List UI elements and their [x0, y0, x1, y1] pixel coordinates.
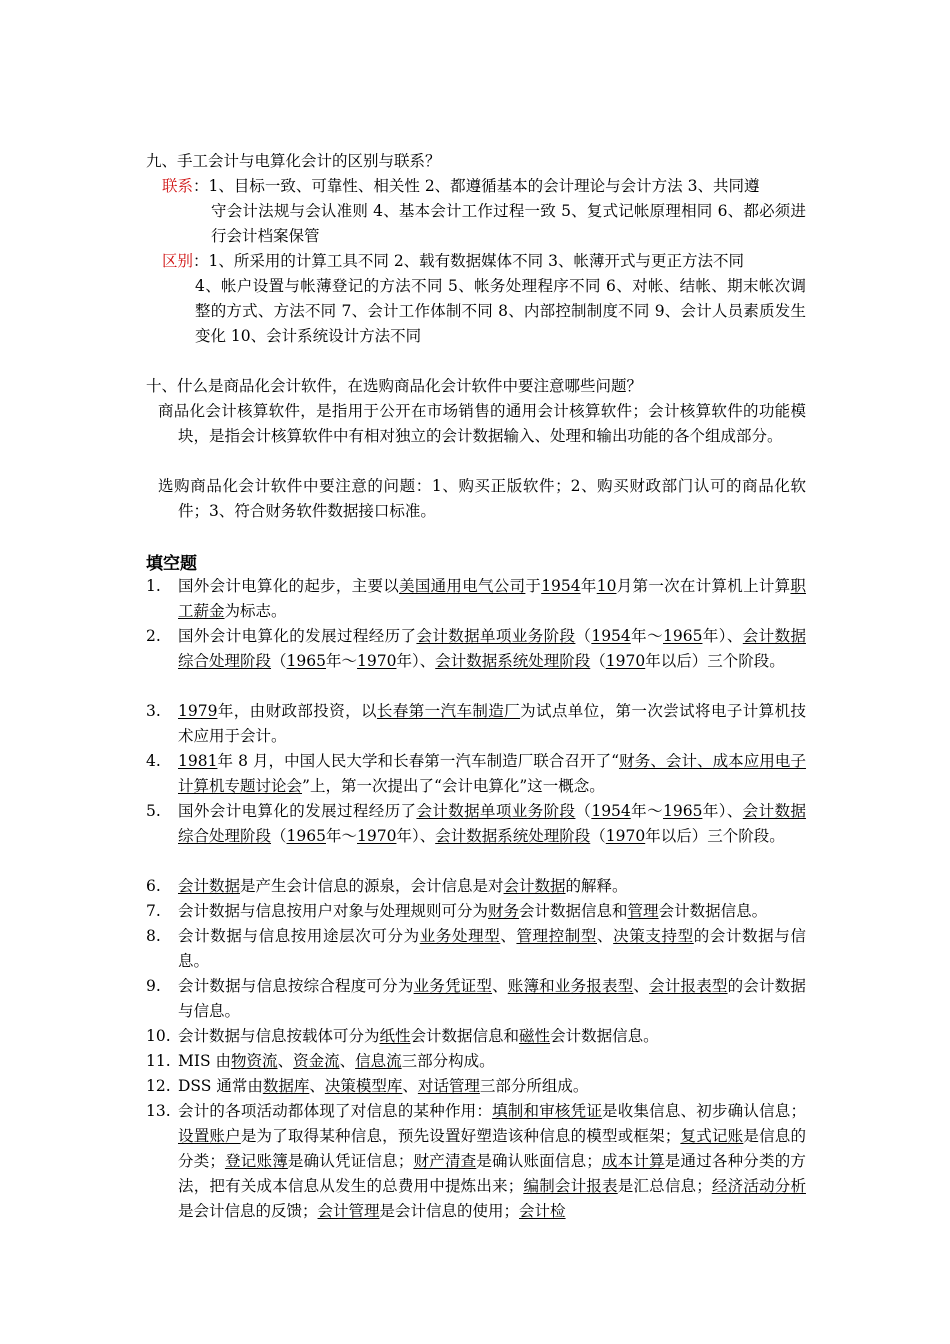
- fill-item-number: 3.: [146, 702, 161, 720]
- fill-item-text: [178, 874, 806, 899]
- item-text-segment: 是为了取得某种信息，预先设置好塑造该种信息的模型或框架；: [240, 1127, 681, 1145]
- item-text-segment: 国外会计电算化的起步，主要以: [178, 577, 400, 595]
- blank-answer: 设置账户: [178, 1127, 241, 1145]
- item-text-segment: 、: [597, 927, 614, 945]
- blank-answer: 会计数据综合处理阶段: [178, 627, 806, 670]
- blank-answer: 物资流: [231, 1052, 278, 1070]
- blank-answer: 业务凭证型: [413, 977, 493, 995]
- item-text-segment: 会计数据与信息按用户对象与处理规则可分为: [178, 902, 489, 920]
- item-text-segment: 会计数据信息和: [410, 1027, 520, 1045]
- item-text-segment: 会计数据与信息按用途层次可分为: [178, 927, 420, 945]
- blank-answer: 1970: [605, 827, 646, 845]
- item-text-segment: 年以后）三个阶段。: [645, 652, 785, 670]
- blank-answer: 管理控制型: [516, 927, 598, 945]
- q9-lianxi-text1: 1、目标一致、可靠性、相关性 2、都遵循基本的会计理论与会计方法 3、共同遵: [208, 177, 760, 195]
- item-text-segment: 年～: [325, 652, 357, 670]
- item-text-segment: 三部分构成。: [401, 1052, 495, 1070]
- item-text-segment: 的解释。: [565, 877, 628, 895]
- blank-answer: 1965: [286, 652, 326, 670]
- fill-item-text: [178, 974, 806, 1024]
- item-text-segment: 年）、: [396, 827, 436, 845]
- blank-answer: 会计数据单项业务阶段: [416, 627, 576, 645]
- item-text-segment: 月第一次在计算机上计算: [616, 577, 791, 595]
- blank-answer: 会计数据: [503, 877, 566, 895]
- blank-answer: 财产清查: [413, 1152, 477, 1170]
- blank-answer: 磁性: [519, 1027, 551, 1045]
- blank-answer: 管理: [627, 902, 659, 920]
- item-text-segment: 、: [492, 977, 508, 995]
- item-text-segment: 的会计数据与信息。: [178, 927, 806, 970]
- fill-item-number: 12.: [146, 1077, 171, 1095]
- item-text-segment: 、: [339, 1052, 356, 1070]
- blank-answer: 成本计算: [601, 1152, 665, 1170]
- fill-item-text: [178, 1049, 806, 1074]
- q9-qubie-text1: 1、所采用的计算工具不同 2、载有数据媒体不同 3、帐薄开式与更正方法不同: [208, 252, 744, 270]
- fill-item-number: 10.: [146, 1027, 171, 1045]
- q9-lianxi-line1: 联系：1、目标一致、可靠性、相关性 2、都遵循基本的会计理论与会计方法 3、共同遵: [162, 177, 760, 195]
- item-text-segment: 是会计信息的反馈；: [178, 1202, 318, 1220]
- item-text-segment: 会计数据信息和: [519, 902, 628, 920]
- blank-answer: 1970: [357, 827, 397, 845]
- item-text-segment: 是通过各种分类的方法，把有关成本信息从发生的总费用中提炼出来；: [178, 1152, 806, 1195]
- blank-answer: 信息流: [355, 1052, 402, 1070]
- blank-answer: 10: [596, 577, 617, 595]
- item-text-segment: （: [590, 652, 606, 670]
- blank-answer: 编制会计报表: [523, 1177, 618, 1195]
- blank-answer: 美国通用电气公司: [399, 577, 526, 595]
- fill-item-text: [178, 699, 806, 749]
- item-text-segment: 、: [277, 1052, 294, 1070]
- item-text-segment: 年）、: [702, 627, 743, 645]
- blank-answer: 长春第一汽车制造厂: [376, 702, 521, 720]
- q10-title: 十、什么是商品化会计软件，在选购商品化会计软件中要注意哪些问题？: [146, 377, 643, 395]
- blank-answer: 对话管理: [417, 1077, 480, 1095]
- fill-item-number: 1.: [146, 577, 161, 595]
- blank-answer: 会计报表型: [649, 977, 728, 995]
- item-text-segment: 于: [525, 577, 542, 595]
- item-text-segment: 年以后）三个阶段。: [645, 827, 785, 845]
- item-text-segment: 会计数据与信息按载体可分为: [178, 1027, 380, 1045]
- fill-item-number: 6.: [146, 877, 161, 895]
- q9-qubie-line1: 区别：1、所采用的计算工具不同 2、载有数据媒体不同 3、帐薄开式与更正方法不同: [162, 252, 744, 270]
- blank-answer: 1965: [662, 802, 703, 820]
- fill-item-text: [178, 924, 806, 974]
- fill-item-number: 4.: [146, 752, 161, 770]
- fill-item-text: [178, 899, 806, 924]
- blank-answer: 1965: [286, 827, 326, 845]
- fill-item-text: [178, 624, 806, 674]
- blank-answer: 会计数据: [178, 877, 241, 895]
- blank-answer: 经济活动分析: [711, 1177, 806, 1195]
- item-text-segment: 年: [580, 577, 597, 595]
- blank-answer: 1954: [591, 802, 631, 820]
- blank-answer: 账簿和业务报表型: [507, 977, 634, 995]
- item-text-segment: 会计数据信息。: [658, 902, 768, 920]
- blank-answer: 1954: [591, 627, 631, 645]
- item-text-segment: 是产生会计信息的源泉，会计信息是对: [240, 877, 504, 895]
- item-text-segment: 为试点单位，第一次尝试将电子计算机技术应用于会计。: [178, 702, 806, 745]
- blank-answer: 1981: [178, 752, 218, 770]
- item-text-segment: 会计的各项活动都体现了对信息的某种作用：: [178, 1102, 493, 1120]
- item-text-segment: 、: [309, 1077, 325, 1095]
- item-text-segment: 年）、: [702, 802, 743, 820]
- blank-answer: 1954: [541, 577, 581, 595]
- blank-answer: 1979: [178, 702, 218, 720]
- item-text-segment: 年～: [325, 827, 357, 845]
- q9-lianxi-label: 联系: [162, 177, 194, 195]
- item-text-segment: 、: [633, 977, 650, 995]
- item-text-segment: （: [590, 827, 606, 845]
- item-text-segment: 国外会计电算化的发展过程经历了: [178, 627, 417, 645]
- fill-item-number: 2.: [146, 627, 161, 645]
- item-text-segment: （: [271, 827, 287, 845]
- blank-answer: 1970: [605, 652, 646, 670]
- fill-item-number: 8.: [146, 927, 161, 945]
- item-text-segment: 为标志。: [224, 602, 287, 620]
- item-text-segment: （: [575, 802, 592, 820]
- blank-answer: 纸性: [379, 1027, 411, 1045]
- blank-answer: 填制和审核凭证: [492, 1102, 603, 1120]
- q9-title: 九、手工会计与电算化会计的区别与联系？: [146, 152, 441, 170]
- fill-item-number: 13.: [146, 1102, 171, 1120]
- item-text-segment: DSS 通常由: [178, 1077, 263, 1095]
- fill-item-text: [178, 1074, 806, 1099]
- blank-answer: 登记账簿: [224, 1152, 288, 1170]
- q10-para1: 商品化会计核算软件，是指用于公开在市场销售的通用会计核算软件；会计核算软件的功能模块，是指会计核算软件中有相对独立的会计数据输入、处理和输出功能的各个组成部分。: [158, 402, 806, 445]
- item-text-segment: （: [575, 627, 592, 645]
- blank-answer: 1965: [662, 627, 703, 645]
- fill-item-text: [178, 1099, 806, 1224]
- fill-item-number: 7.: [146, 902, 161, 920]
- q9-lianxi-rest: 守会计法规与会认准则 4、基本会计工作过程一致 5、复式记帐原理相同 6、都必须进行会计档案保管: [211, 202, 806, 245]
- item-text-segment: 、: [402, 1077, 418, 1095]
- item-text-segment: 年～: [630, 627, 663, 645]
- blank-answer: 会计数据系统处理阶段: [435, 652, 591, 670]
- item-text-segment: 、: [500, 927, 517, 945]
- item-text-segment: 国外会计电算化的发展过程经历了: [178, 802, 417, 820]
- item-text-segment: 是会计信息的使用；: [379, 1202, 520, 1220]
- blank-answer: 财务、会计、成本应用电子计算机专题讨论会: [178, 752, 806, 795]
- blank-answer: 业务处理型: [419, 927, 501, 945]
- fill-item-text: [178, 574, 806, 624]
- item-text-segment: 是收集信息、初步确认信息；: [602, 1102, 806, 1120]
- item-text-segment: 是确认账面信息；: [476, 1152, 602, 1170]
- item-text-segment: 年 8 月，中国人民大学和长春第一汽车制造厂联合召开了“: [217, 752, 620, 770]
- blank-answer: 数据库: [262, 1077, 310, 1095]
- blank-answer: 会计数据综合处理阶段: [178, 802, 806, 845]
- q9-qubie-label: 区别: [162, 252, 194, 270]
- blank-answer: 复式记账: [680, 1127, 744, 1145]
- blank-answer: 会计数据系统处理阶段: [435, 827, 591, 845]
- fill-item-text: [178, 1024, 806, 1049]
- q10-para2: 选购商品化会计软件中要注意的问题：1、购买正版软件；2、购买财政部门认可的商品化软件；3、符合财务软件数据接口标准。: [158, 477, 806, 520]
- item-text-segment: 年～: [630, 802, 663, 820]
- blank-answer: 会计检: [519, 1202, 566, 1220]
- q9-qubie-rest: 4、帐户设置与帐薄登记的方法不同 5、帐务处理程序不同 6、对帐、结帐、期末帐次调整的方式、方法不同 7、会计工作体制不同 8、内部控制制度不同 9、会计人员素质发生变化 10、会计系统设计方法不同: [195, 277, 806, 345]
- item-text-segment: ”上，第一次提出了“会计电算化”这一概念。: [302, 777, 605, 795]
- fill-item-text: [178, 749, 806, 799]
- item-text-segment: 会计数据与信息按综合程度可分为: [178, 977, 414, 995]
- fill-item-number: 11.: [146, 1052, 171, 1070]
- item-text-segment: 是汇总信息；: [617, 1177, 712, 1195]
- fill-item-number: 5.: [146, 802, 161, 820]
- item-text-segment: 是确认凭证信息；: [287, 1152, 414, 1170]
- blank-answer: 会计数据单项业务阶段: [416, 802, 576, 820]
- blank-answer: 财务: [488, 902, 520, 920]
- item-text-segment: MIS 由: [178, 1052, 232, 1070]
- blank-answer: 会计管理: [317, 1202, 380, 1220]
- fill-heading: 填空题: [146, 554, 197, 574]
- item-text-segment: 三部分所组成。: [479, 1077, 589, 1095]
- blank-answer: 决策支持型: [613, 927, 694, 945]
- fill-item-number: 9.: [146, 977, 161, 995]
- fill-item-text: [178, 799, 806, 849]
- blank-answer: 职工薪金: [178, 577, 806, 620]
- blank-answer: 资金流: [293, 1052, 340, 1070]
- item-text-segment: 会计数据信息。: [550, 1027, 659, 1045]
- item-text-segment: 年，由财政部投资，以: [217, 702, 377, 720]
- item-text-segment: 的会计数据与信息。: [178, 977, 806, 1020]
- item-text-segment: 是信息的分类；: [178, 1127, 806, 1170]
- item-text-segment: 年）、: [396, 652, 436, 670]
- item-text-segment: （: [271, 652, 287, 670]
- blank-answer: 1970: [357, 652, 397, 670]
- blank-answer: 决策模型库: [324, 1077, 403, 1095]
